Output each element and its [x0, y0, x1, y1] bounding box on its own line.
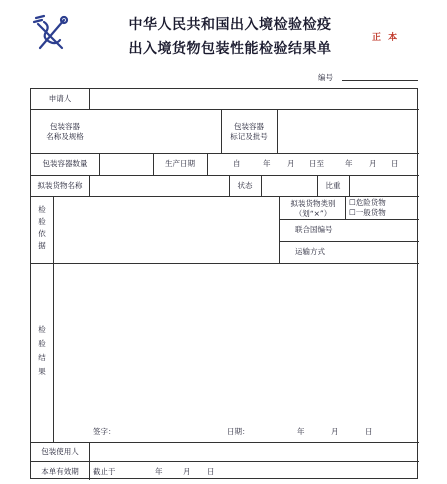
label-line: 拟装货物类别 [290, 199, 336, 208]
year-label: 年 [345, 159, 353, 168]
col-divider [53, 196, 54, 442]
row-divider [31, 263, 419, 264]
col-divider [277, 109, 278, 153]
day-label: 日 [207, 467, 215, 476]
month-label: 月 [183, 467, 191, 476]
row-divider [31, 153, 419, 154]
year-label: 年 [155, 467, 163, 476]
year-label: 年 [263, 159, 271, 168]
state-label: 状态 [237, 181, 253, 190]
dangerous-goods-checkbox[interactable]: ☐危险货物 [349, 198, 386, 207]
specific-gravity-field[interactable] [351, 177, 417, 194]
inspection-result-field[interactable] [55, 265, 417, 420]
day-label: 日 [391, 159, 399, 168]
month-label: 月 [287, 159, 295, 168]
validity-label: 本单有效期 [41, 467, 79, 476]
label-line: 包装容器 [50, 122, 80, 131]
col-divider [279, 196, 280, 263]
serial-field[interactable] [342, 80, 418, 81]
label-line: 名称及规格 [46, 132, 84, 141]
col-divider [207, 153, 208, 175]
col-divider [89, 442, 90, 480]
general-goods-checkbox[interactable]: ☐一般货物 [349, 208, 386, 217]
date-from-label: 自 [233, 159, 241, 168]
package-user-field[interactable] [91, 444, 417, 459]
transport-mode-label: 运输方式 [295, 247, 325, 256]
row-divider [279, 219, 419, 220]
col-divider [345, 196, 346, 219]
container-name-field[interactable] [101, 111, 219, 151]
inspection-result-label: 检验结果 [38, 325, 46, 376]
row-divider [31, 109, 419, 110]
day-label: 日 [365, 427, 373, 436]
row-divider [31, 196, 419, 197]
signature-label: 签字： [93, 427, 116, 436]
month-label: 月 [331, 427, 339, 436]
goods-name-field[interactable] [91, 177, 227, 194]
col-divider [261, 175, 262, 196]
label-line: 标记及批号 [230, 132, 268, 141]
inspection-emblem-icon [30, 12, 72, 54]
valid-until-label: 截止于 [93, 467, 116, 476]
label-line: （划“×”） [294, 209, 332, 218]
serial-label: 编号 [318, 73, 333, 82]
col-divider [89, 175, 90, 196]
inspection-basis-field[interactable] [55, 198, 277, 261]
container-mark-field[interactable] [279, 111, 417, 151]
package-user-label: 包装使用人 [41, 447, 79, 456]
agency-title: 中华人民共和国出入境检验检疫 [128, 17, 332, 33]
goods-category-label [281, 199, 345, 219]
applicant-field[interactable] [91, 91, 417, 107]
month-label: 月 [369, 159, 377, 168]
copy-mark: 正 本 [372, 33, 400, 43]
state-field[interactable] [263, 177, 315, 194]
inspection-basis-label: 检验依据 [38, 205, 46, 250]
year-label: 年 [297, 427, 305, 436]
container-name-label [31, 122, 99, 142]
document-title: 出入境货物包装性能检验结果单 [128, 41, 332, 57]
specific-gravity-label: 比重 [325, 181, 341, 190]
container-mark-label [221, 122, 277, 142]
container-qty-field[interactable] [101, 155, 151, 173]
date-label: 日期： [227, 427, 250, 436]
day-to-label: 日至 [309, 159, 324, 168]
label-line: 包装容器 [234, 122, 264, 131]
un-number-label: 联合国编号 [295, 225, 333, 234]
goods-name-label: 拟装货物名称 [37, 181, 83, 190]
container-qty-label: 包装容器数量 [42, 159, 88, 168]
col-divider [349, 175, 350, 196]
applicant-label: 申请人 [48, 94, 72, 103]
col-divider [99, 153, 100, 175]
row-divider [279, 241, 419, 242]
production-date-label: 生产日期 [165, 159, 195, 168]
col-divider [89, 89, 90, 109]
result-form [30, 88, 418, 479]
